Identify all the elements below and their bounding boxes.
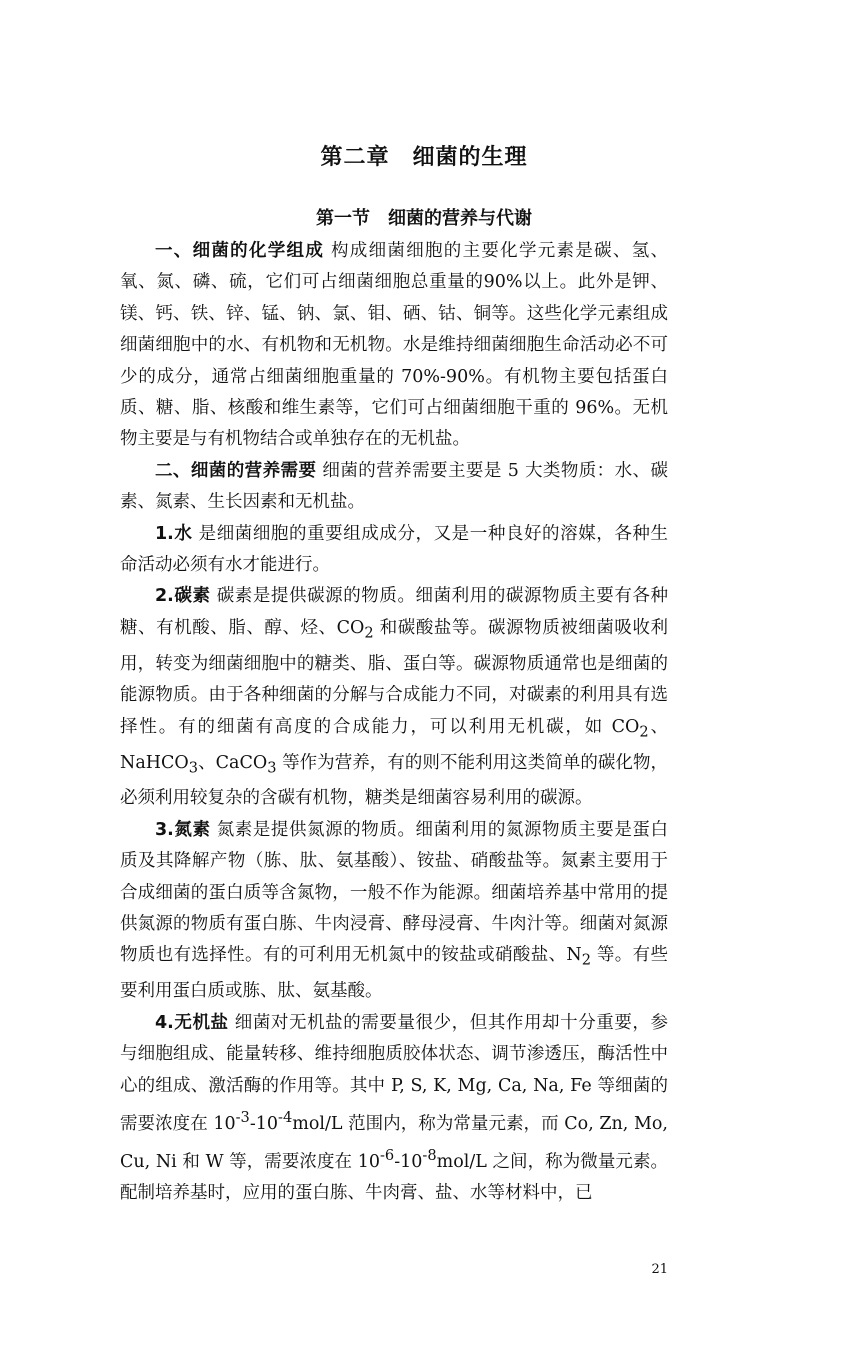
paragraph-text: 构成细菌细胞的主要化学元素是碳、氢、氧、氮、磷、硫，它们可占细菌细胞总重量的90%以上。此外是钾、镁、钙、铁、锌、锰、钠、氯、钼、硒、钴、铜等。这些化学元素组成细菌细胞中的水、有机物和无机物。水是维持细菌细胞生命活动必不可少的成分，通常占细菌细胞重量的 70%-90%。有机物主要包括蛋白质、糖、脂、核酸和维生素等，它们可占细菌细胞干重的 96%。无机物主要是与有机物结合或单独存在的无机盐。 xyxy=(120,241,669,450)
paragraph-text: 氮素是提供氮源的物质。细菌利用的氮源物质主要是蛋白质及其降解产物（胨、肽、氨基酸）、铵盐、硝酸盐等。氮素主要用于合成细菌的蛋白质等含氮物，一般不作为能源。细菌培养基中常用的提供氮源的物质有蛋白胨、牛肉浸膏、酵母浸膏、牛肉汁等。细菌对氮源物质也有选择性。有的可利用无机氮中的铵盐或硝酸盐、N xyxy=(120,819,669,966)
subscript: 2 xyxy=(639,723,649,741)
paragraph-heading: 1.水 xyxy=(155,523,193,544)
paragraph-chemical-composition xyxy=(120,236,668,456)
paragraph-text: 是细菌细胞的重要组成成分，又是一种良好的溶媒，各种生命活动必须有水才能进行。 xyxy=(120,523,669,576)
paragraph-heading: 4.无机盐 xyxy=(155,1012,229,1033)
paragraph-text: -10 xyxy=(249,1113,279,1134)
paragraph-heading: 3.氮素 xyxy=(155,819,211,840)
paragraph-text: mol/L 之间，称为微量元素。配制培养基时，应用的蛋白胨、牛肉膏、盐、水等材料中，已 xyxy=(120,1152,669,1204)
superscript: -3 xyxy=(235,1108,250,1126)
superscript: -8 xyxy=(422,1147,437,1165)
subscript: 3 xyxy=(267,759,277,776)
page-number: 21 xyxy=(651,1262,668,1277)
subscript: 2 xyxy=(364,624,374,642)
superscript: -4 xyxy=(278,1108,293,1126)
paragraph-text: 、NaHCO xyxy=(120,716,668,773)
paragraph-heading: 二、细菌的营养需要 xyxy=(155,460,317,481)
paragraph-text: 、CaCO xyxy=(198,752,268,773)
paragraph-text: 和碳酸盐等。碳源物质被细菌吸收利用，转变为细菌细胞中的糖类、脂、蛋白等。碳源物质通常也是细菌的能源物质。由于各种细菌的分解与合成能力不同，对碳素的利用具有选择性。有的细菌有高度的合成能力，可以利用无机碳，如 CO xyxy=(120,617,668,737)
paragraph-text: mol/L 范围内，称为常量元素，而 Co, Zn, Mo, Cu, Ni 和 W 等，需要浓度在 10 xyxy=(120,1113,668,1173)
chapter-title: 第二章 细菌的生理 xyxy=(320,145,528,170)
paragraph-text: 细菌对无机盐的需要量很少，但其作用却十分重要，参与细胞组成、能量转移、维持细胞质胶体状态、调节渗透压，酶活性中心的组成、激活酶的作用等。其中 P, S, K, Mg, Ca, Na, Fe 等细菌的需要浓度在 10 xyxy=(120,1012,669,1134)
superscript: -6 xyxy=(380,1147,395,1165)
paragraph-heading: 一、细菌的化学组成 xyxy=(155,241,325,261)
subscript: 2 xyxy=(581,951,592,969)
subscript: 3 xyxy=(188,759,199,776)
paragraph-nitrogen xyxy=(120,815,668,1008)
paragraph-text: -10 xyxy=(394,1152,423,1173)
paragraph-text: 等。有些要利用蛋白质或胨、肽、氨基酸。 xyxy=(120,945,669,1002)
paragraph-text: 等作为营养，有的则不能利用这类简单的碳化物，必须利用较复杂的含碳有机物，糖类是细菌容易利用的碳源。 xyxy=(120,752,669,809)
body-text xyxy=(120,236,668,1210)
paragraph-text: 碳素是提供碳源的物质。细菌利用的碳源物质主要有各种糖、有机酸、脂、醇、烃、CO xyxy=(120,586,669,638)
paragraph-inorganic-salts xyxy=(120,1008,668,1210)
paragraph-text: 细菌的营养需要主要是 5 大类物质：水、碳素、氮素、生长因素和无机盐。 xyxy=(120,460,668,513)
paragraph-nutrition-needs xyxy=(120,456,668,519)
paragraph-heading: 2.碳素 xyxy=(155,586,211,607)
section-title: 第一节 细菌的营养与代谢 xyxy=(316,208,532,229)
paragraph-water xyxy=(120,519,668,582)
paragraph-carbon xyxy=(120,581,668,814)
